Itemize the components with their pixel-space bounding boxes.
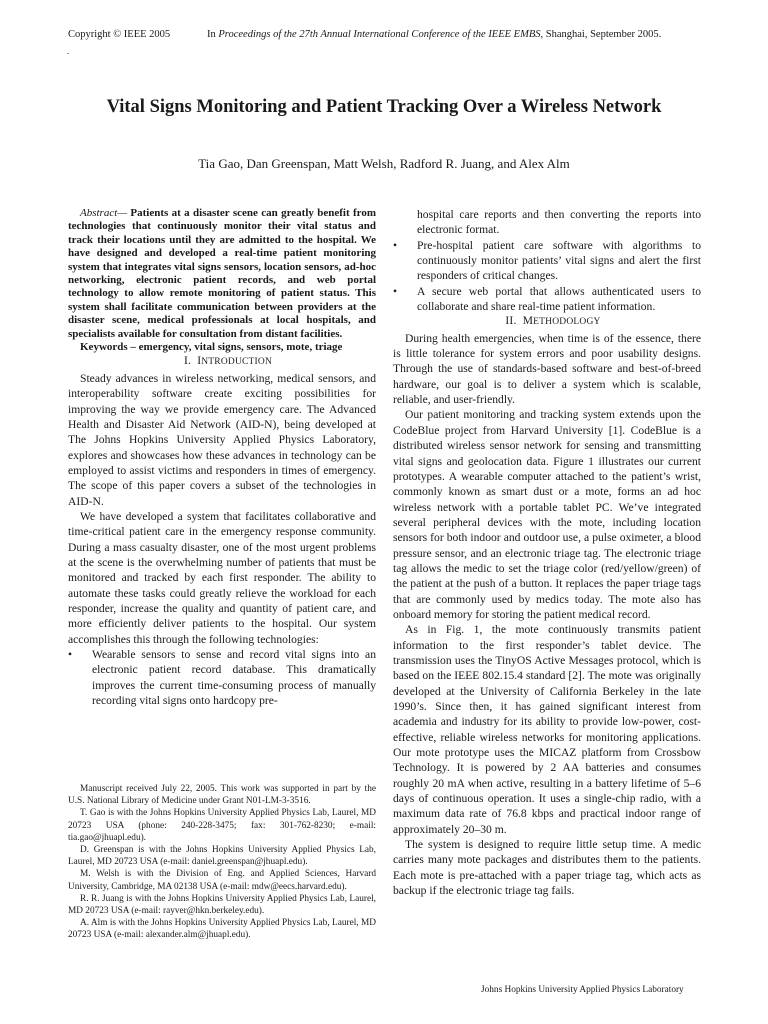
section-initial: I bbox=[197, 355, 202, 368]
section-rest: NTRODUCTION bbox=[201, 357, 273, 368]
list-item-continued: hospital care reports and then converting the reports into electronic format. bbox=[417, 208, 701, 237]
bullet-text: Pre-hospital patient care software with algorithms to continuously monitor patients’ vital signs and alert the first responders of critical changes. bbox=[417, 238, 701, 283]
bullet-text: A secure web portal that allows authenticated users to collaborate and share real-time patient information. bbox=[417, 284, 701, 314]
bullet-icon: • bbox=[393, 284, 398, 298]
paper-title: Vital Signs Monitoring and Patient Tracking Over a Wireless Network bbox=[106, 97, 662, 117]
footnote: Manuscript received July 22, 2005. This work was supported in part by the U.S. National Library of Medicine under Grant N01-LM-3-3516. bbox=[68, 784, 376, 807]
section-number: II. bbox=[505, 315, 517, 328]
section-number: I. bbox=[183, 355, 192, 368]
footnote: A. Alm is with the Johns Hopkins University Applied Physics Lab, Laurel, MD 20723 USA (e-mail: alexander.alm@jhuapl.edu). bbox=[68, 918, 376, 941]
abstract-text: Patients at a disaster scene can greatly benefit from technologies that continuously monitor their vital status and track their locations until they are admitted to the hospital. We have designed and developed a real-time patient monitoring system that integrates vital signs sensors, location sensors, ad-hoc networking, electronic patient records, and web portal technology to allow remote monitoring of patient status. This system shall facilitate communication between providers at the disaster scene, medical professionals at local hospitals, and specialists available for consultation from distant facilities. bbox=[68, 207, 376, 340]
bullet-icon: • bbox=[393, 238, 398, 252]
page-footer: Johns Hopkins University Applied Physics Laboratory bbox=[481, 985, 684, 995]
method-paragraph-4: The system is designed to require little setup time. A medic carries many mote packages and distributes them to the patients. Each mote is pre-attached with a paper triage tag, which acts as backup if the electronic triage tag fails. bbox=[393, 838, 701, 898]
venue-line bbox=[207, 28, 661, 41]
copyright-line: Copyright © IEEE 2005 bbox=[68, 29, 171, 40]
abstract-label: Abstract— bbox=[80, 207, 128, 219]
footnote: T. Gao is with the Johns Hopkins University Applied Physics Lab, Laurel, MD 20723 USA (phone: 240-228-3475; fax: 301-762-8230; e-mail: tia.gao@jhuapl.edu). bbox=[68, 808, 376, 843]
bullet-text: Wearable sensors to sense and record vital signs into an electronic patient record database. This dramatically improves the current time-consuming process of manually recording vital signs onto hardcopy pre- bbox=[92, 648, 376, 708]
keywords: Keywords – emergency, vital signs, sensors, mote, triage bbox=[80, 341, 343, 354]
venue-prefix: In bbox=[207, 29, 219, 40]
venue-title: Proceedings of the 27th Annual International Conference of the IEEE EMBS bbox=[218, 29, 541, 40]
venue-suffix: , Shanghai, September 2005. bbox=[540, 29, 662, 40]
list-item bbox=[68, 647, 376, 708]
method-paragraph-3: As in Fig. 1, the mote continuously transmits patient information to the first responder’s tablet device. The transmission uses the TinyOS Active Messages protocol, which is based on the IEEE 802.15.4 standard [2]. The mote was originally developed at the University of California Berkeley in the late 1990’s. Since then, it has gained significant interest from academia and industry for its ability to provide low-power, cost-effective, reliable wireless networks for monitoring applications. Our mote prototype uses the MICAZ platform from Crossbow Technology. It is powered by 2 AA batteries and consumes roughly 20 mA when active, resulting in a battery lifetime of 5–6 days of continuous operation. It uses a single-chip radio, with a maximum data rate of 76.8 kbps and practical indoor range of approximately 20–30 m. bbox=[393, 623, 701, 836]
right-column bbox=[393, 207, 701, 898]
method-paragraph-2: Our patient monitoring and tracking system extends upon the CodeBlue project from Harvard University [1]. CodeBlue is a distributed wireless sensor network for sensing and transmitting vital signs and geolocation data. Figure 1 illustrates our current prototypes. A wearable computer attached to the patient’s wrist, commonly known as smart dust or a mote, forms an ad hoc wireless network with a portable tablet PC. We’ve integrated several peripheral devices with the mote, including location sensors for both indoor and outdoor use, a pulse oximeter, a blood pressure sensor, and an electronic triage tag. The electronic triage tag allows the medic to set the triage color (red/yellow/green) of the patient at the push of a button. It replaces the paper triage tags that are commonly used by medics today. The mote also has onboard memory for storing the patient medical record. bbox=[393, 408, 701, 621]
footnote: D. Greenspan is with the Johns Hopkins University Applied Physics Lab, Laurel, MD 20723 USA (e-mail: daniel.greenspan@jhuapl.edu). bbox=[68, 845, 376, 868]
intro-paragraph-2: We have developed a system that facilitates collaborative and time-critical patient care in the emergency response community. During a mass casualty disaster, one of the most urgent problems at the scene is the overwhelming number of patients that must be monitored and tracked by each first responder. The ability to automate these tasks could greatly relieve the workload for each responder, increase the quality and quantity of patient care, and more efficiently deliver patients to the hospital. Our system accomplishes this through the following technologies: bbox=[68, 509, 376, 646]
footnotes bbox=[68, 783, 376, 942]
technology-list bbox=[68, 647, 376, 708]
section-heading-introduction bbox=[68, 354, 376, 370]
left-column bbox=[68, 207, 376, 708]
list-item bbox=[393, 284, 701, 315]
footnote: R. R. Juang is with the Johns Hopkins University Applied Physics Lab, Laurel, MD 20723 USA (e-mail: rayver@hkn.berkeley.edu). bbox=[68, 893, 376, 917]
footnote: M. Welsh is with the Division of Eng. and Applied Sciences, Harvard University, Cambridge, MA 02138 USA (e-mail: mdw@eecs.harvard.edu). bbox=[68, 869, 376, 892]
technology-list-continued bbox=[393, 207, 701, 314]
stray-mark: . bbox=[67, 46, 70, 56]
section-rest: ETHODOLOGY bbox=[533, 317, 601, 328]
abstract bbox=[68, 207, 376, 341]
intro-paragraph-1: Steady advances in wireless networking, medical sensors, and interoperability software create exciting possibilities for improving the way we provide emergency care. The Advanced Health and Disaster Aid Network (AID-N), being developed at The Johns Hopkins University Applied Physics Laboratory, explores and showcases how these advances in technology can be employed to assist victims and responders in times of emergency. The scope of this paper covers a subset of the technologies in AID-N. bbox=[68, 371, 376, 508]
list-item bbox=[393, 238, 701, 284]
bullet-icon: • bbox=[68, 648, 73, 661]
author-list: Tia Gao, Dan Greenspan, Matt Welsh, Radford R. Juang, and Alex Alm bbox=[198, 156, 570, 171]
section-initial: M bbox=[522, 315, 534, 328]
section-heading-methodology bbox=[393, 314, 701, 330]
method-paragraph-1: During health emergencies, when time is of the essence, there is little tolerance for system errors and poor usability designs. Through the use of standards-based software and best-of-breed hardware, our goal is to deliver a system which is scalable, reliable, and user-friendly. bbox=[393, 331, 701, 407]
